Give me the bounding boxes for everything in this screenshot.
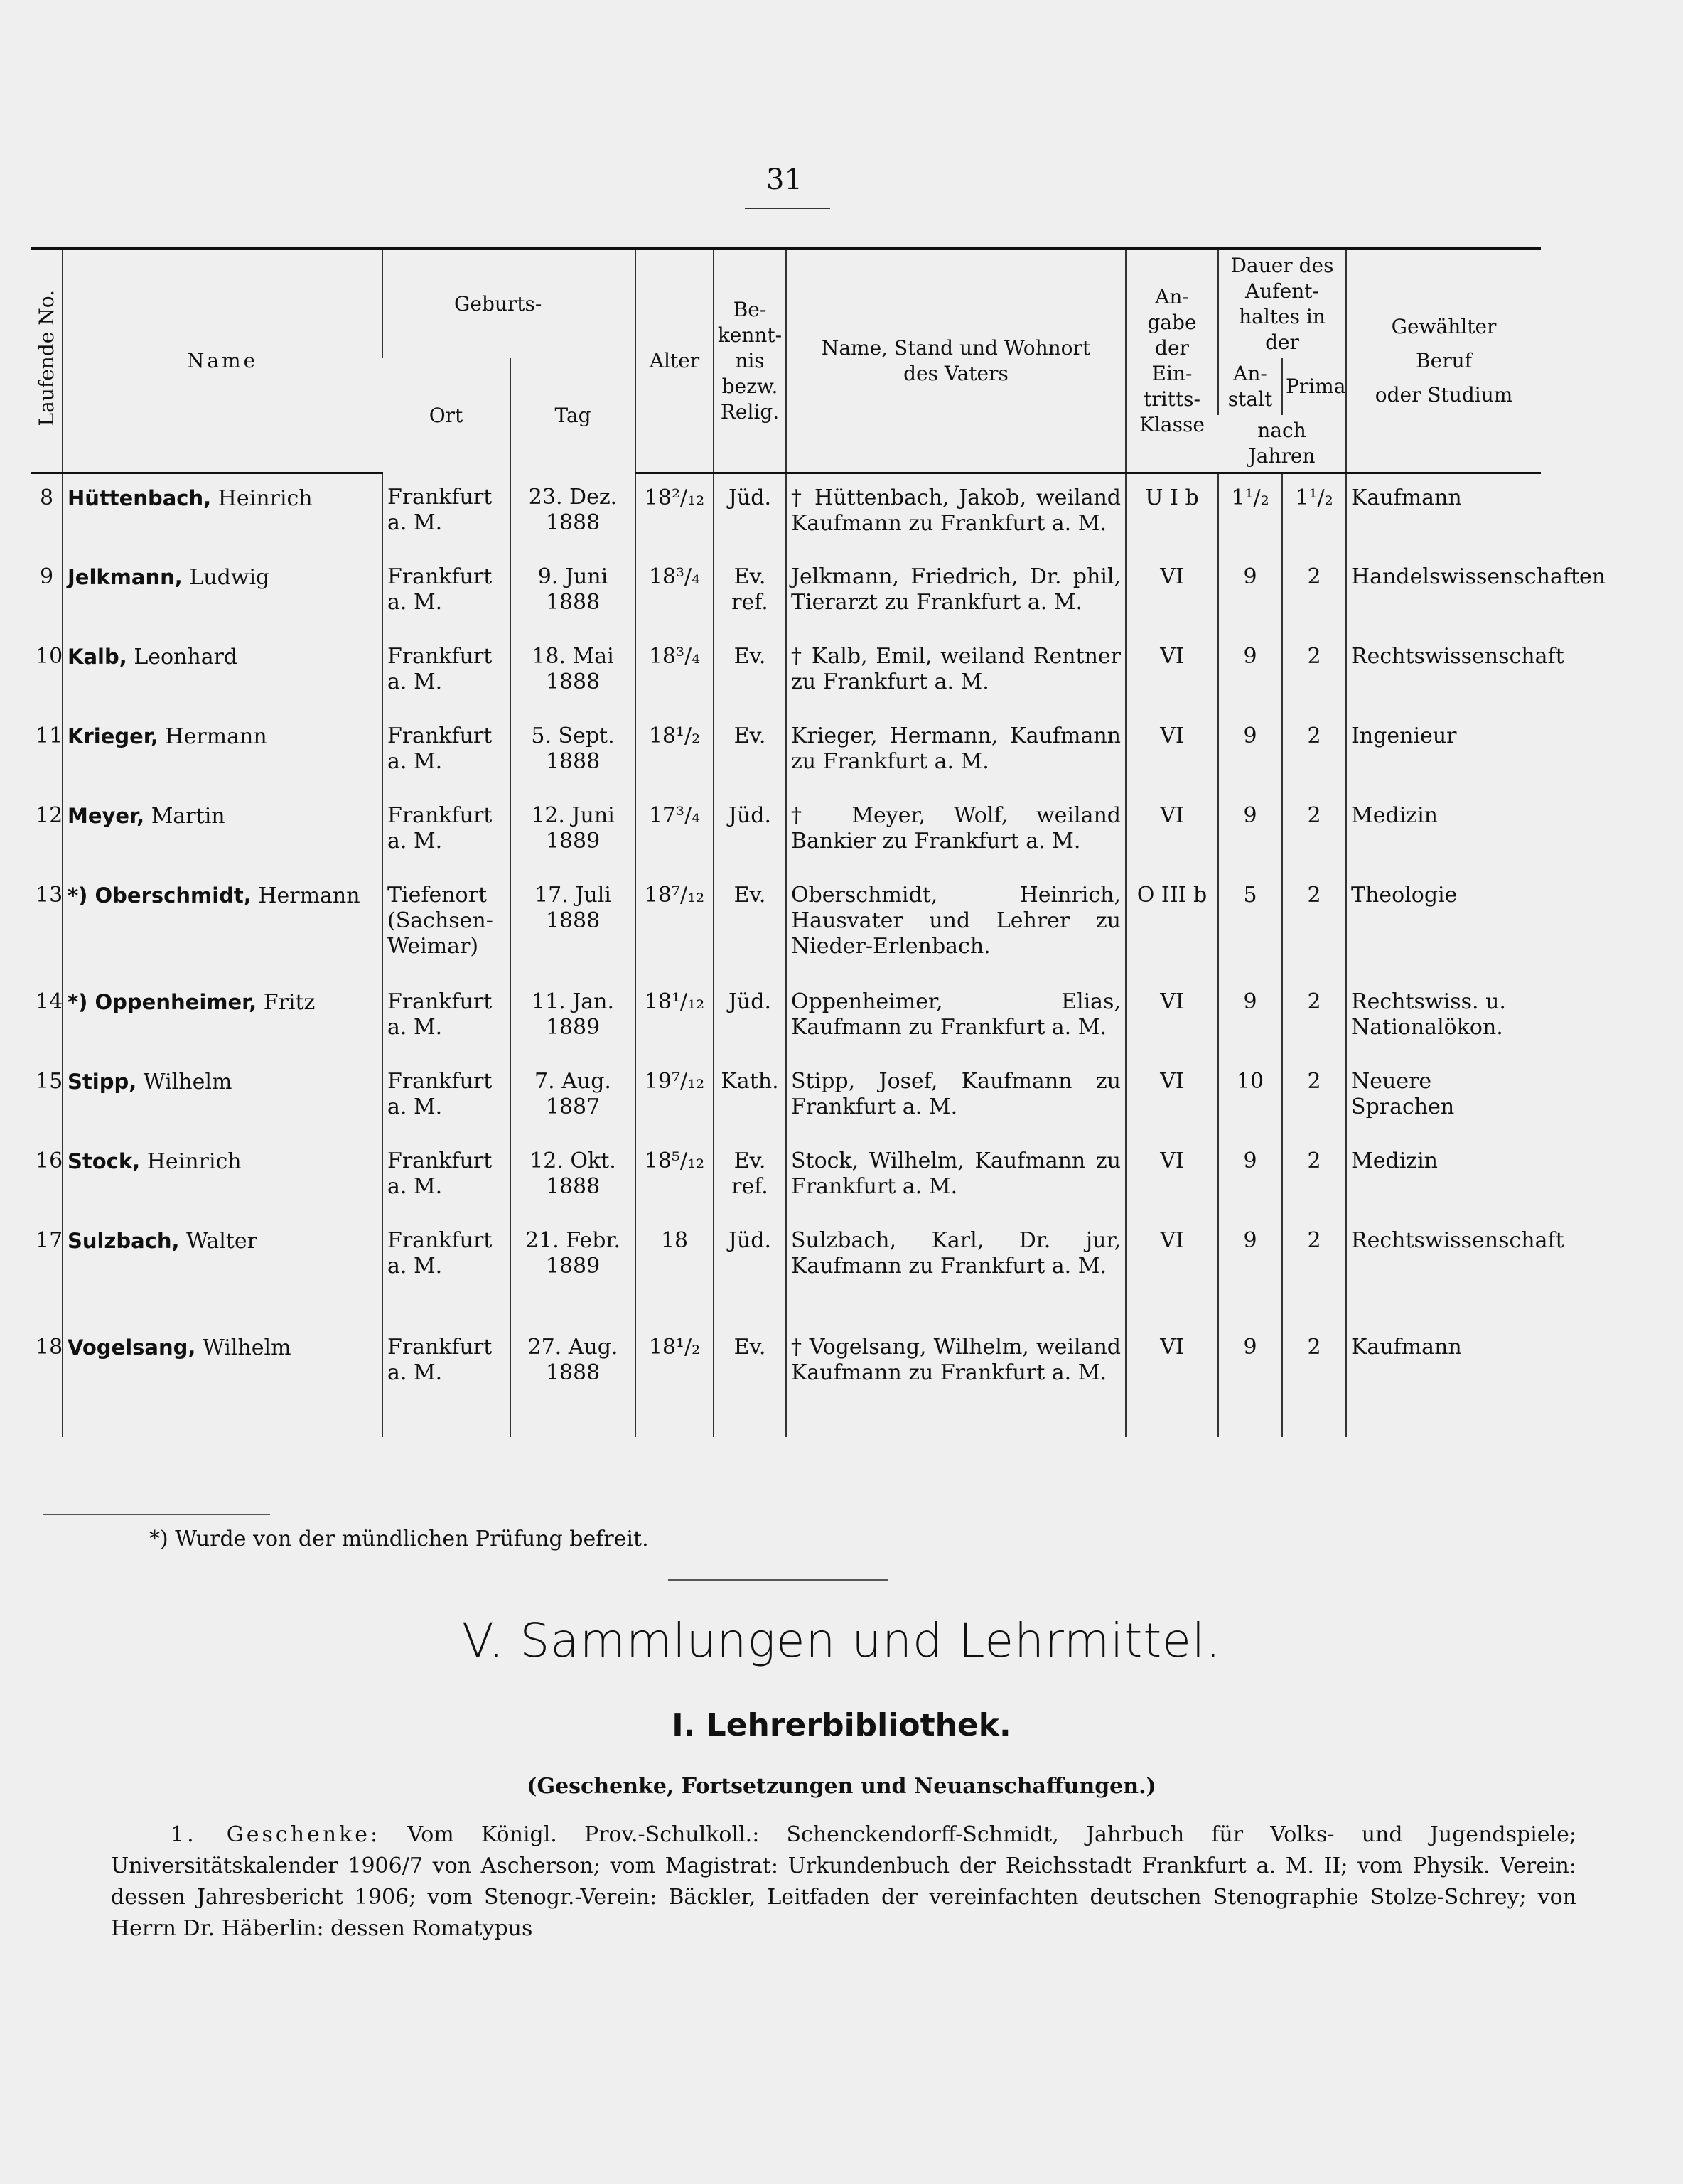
birth-date: 12. Okt. 1888 — [510, 1137, 635, 1217]
chosen-career: Rechtswiss. u. Nationalökon. — [1346, 978, 1541, 1058]
years-prima: 2 — [1282, 1058, 1346, 1137]
years-school: 9 — [1218, 978, 1282, 1058]
student-name: Stock, Heinrich — [63, 1137, 382, 1217]
body-text: Vom Königl. Prov.-Schulkoll.: Schenckendorff-Schmidt, Jahrbuch für Volks- und Jugendspiele; Universitätskalender 1906/7 von Ascherson; vom Magistrat: Urkundenbuch der Reichsstadt Frankfurt a. M. II; vom Physik. Verein: dessen Jahresbericht 1906; vom Stenogr.-Verein: Bäckler, Leitfaden der vereinfachten deutschen Stenographie Stolze-Schrey; von Herrn Dr. Häberlin: dessen Romatypus — [111, 1822, 1576, 1941]
entry-class: VI — [1126, 1217, 1218, 1323]
birth-date: 7. Aug. 1887 — [510, 1058, 635, 1137]
body-paragraph — [111, 1819, 1576, 1944]
table-row — [31, 792, 1541, 871]
section-title: V. Sammlungen und Lehrmittel. — [461, 1613, 1222, 1668]
entry-class: O III b — [1126, 871, 1218, 978]
footnote: *) Wurde von der mündlichen Prüfung befreit. — [149, 1527, 649, 1551]
birth-place: Tiefenort (Sachsen- Weimar) — [382, 871, 510, 978]
years-prima: 2 — [1282, 633, 1346, 712]
years-school: 9 — [1218, 1323, 1282, 1437]
chosen-career: Medizin — [1346, 1137, 1541, 1217]
header-klasse: An- gabe der Ein- tritts- Klasse — [1126, 249, 1218, 473]
page-number-rule — [745, 208, 830, 209]
table-row — [31, 553, 1541, 633]
table-row — [31, 871, 1541, 978]
header-ort: Ort — [429, 403, 463, 427]
student-name: *) Oppenheimer, Fritz — [63, 978, 382, 1058]
years-school: 9 — [1218, 633, 1282, 712]
header-anstalt: An- stalt — [1218, 358, 1282, 415]
years-school: 5 — [1218, 871, 1282, 978]
chosen-career: Kaufmann — [1346, 1323, 1541, 1437]
header-dauer: Dauer des Aufent- haltes in der — [1218, 249, 1346, 358]
table-row — [31, 1058, 1541, 1137]
years-school: 9 — [1218, 1217, 1282, 1323]
birth-date: 9. Juni 1888 — [510, 553, 635, 633]
age: 18¹/₂ — [635, 1323, 714, 1437]
student-name: Krieger, Hermann — [63, 712, 382, 792]
years-prima: 2 — [1282, 1323, 1346, 1437]
father-info: Jelkmann, Friedrich, Dr. phil, Tierarzt zu Frankfurt a. M. — [786, 553, 1126, 633]
birth-date: 11. Jan. 1889 — [510, 978, 635, 1058]
age: 18⁷/₁₂ — [635, 871, 714, 978]
religion: Ev. ref. — [714, 1137, 786, 1217]
table-row — [31, 1323, 1541, 1437]
row-number: 16 — [36, 1148, 63, 1173]
years-school: 9 — [1218, 1137, 1282, 1217]
table-row — [31, 1137, 1541, 1217]
row-number: 15 — [36, 1068, 63, 1094]
header-name: Name — [63, 249, 382, 473]
student-name: Hüttenbach, Heinrich — [63, 473, 382, 553]
body-lead: 1. Geschenke: — [171, 1822, 381, 1847]
footnote-rule — [43, 1514, 270, 1515]
birth-date: 17. Juli 1888 — [510, 871, 635, 978]
entry-class: VI — [1126, 792, 1218, 871]
birth-date: 27. Aug. 1888 — [510, 1323, 635, 1437]
birth-date: 18. Mai 1888 — [510, 633, 635, 712]
section-rule — [668, 1579, 888, 1581]
birth-date: 12. Juni 1889 — [510, 792, 635, 871]
birth-place: Frankfurt a. M. — [382, 1323, 510, 1437]
chosen-career: Handelswissenschaften — [1346, 553, 1541, 633]
years-prima: 2 — [1282, 792, 1346, 871]
birth-place: Frankfurt a. M. — [382, 473, 510, 553]
religion: Ev. — [714, 1323, 786, 1437]
father-info: † Kalb, Emil, weiland Rentner zu Frankfurt a. M. — [786, 633, 1126, 712]
years-school: 10 — [1218, 1058, 1282, 1137]
entry-class: VI — [1126, 1058, 1218, 1137]
table-row — [31, 1217, 1541, 1323]
birth-date: 21. Febr. 1889 — [510, 1217, 635, 1323]
entry-class: U I b — [1126, 473, 1218, 553]
student-name: Jelkmann, Ludwig — [63, 553, 382, 633]
table-row — [31, 633, 1541, 712]
religion: Ev. ref. — [714, 553, 786, 633]
years-prima: 2 — [1282, 553, 1346, 633]
religion: Ev. — [714, 633, 786, 712]
row-number: 18 — [36, 1334, 63, 1360]
years-prima: 2 — [1282, 712, 1346, 792]
row-number: 9 — [39, 564, 54, 589]
page-number: 31 — [766, 163, 802, 196]
chosen-career: Ingenieur — [1346, 712, 1541, 792]
father-info: † Meyer, Wolf, weiland Bankier zu Frankfurt a. M. — [786, 792, 1126, 871]
birth-place: Frankfurt a. M. — [382, 553, 510, 633]
student-name: Vogelsang, Wilhelm — [63, 1323, 382, 1437]
birth-place: Frankfurt a. M. — [382, 633, 510, 712]
row-number: 13 — [36, 882, 63, 908]
years-school: 9 — [1218, 712, 1282, 792]
chosen-career: Rechtswissenschaft — [1346, 1217, 1541, 1323]
religion: Ev. — [714, 871, 786, 978]
chosen-career: Kaufmann — [1346, 473, 1541, 553]
age: 18³/₄ — [635, 633, 714, 712]
religion: Jüd. — [714, 792, 786, 871]
entry-class: VI — [1126, 1137, 1218, 1217]
religion: Kath. — [714, 1058, 786, 1137]
entry-class: VI — [1126, 978, 1218, 1058]
birth-place: Frankfurt a. M. — [382, 1058, 510, 1137]
birth-place: Frankfurt a. M. — [382, 978, 510, 1058]
table-row — [31, 978, 1541, 1058]
birth-place: Frankfurt a. M. — [382, 792, 510, 871]
years-school: 9 — [1218, 792, 1282, 871]
father-info: Oberschmidt, Heinrich, Hausvater und Lehrer zu Nieder-Erlenbach. — [786, 871, 1126, 978]
father-info: Stock, Wilhelm, Kaufmann zu Frankfurt a. M. — [786, 1137, 1126, 1217]
religion: Jüd. — [714, 473, 786, 553]
student-name: *) Oberschmidt, Hermann — [63, 871, 382, 978]
header-beruf: Gewählter Beruf oder Studium — [1346, 249, 1541, 473]
entry-class: VI — [1126, 712, 1218, 792]
entry-class: VI — [1126, 553, 1218, 633]
graduates-table — [31, 247, 1606, 1437]
years-prima: 2 — [1282, 1137, 1346, 1217]
row-number: 14 — [36, 989, 63, 1014]
father-info: † Vogelsang, Wilhelm, weiland Kaufmann zu Frankfurt a. M. — [786, 1323, 1126, 1437]
table-header — [31, 249, 1541, 473]
header-laufende-no: Laufende No. — [31, 249, 63, 473]
header-tag: Tag — [510, 358, 635, 473]
header-prima: Prima — [1282, 358, 1346, 415]
student-name: Sulzbach, Walter — [63, 1217, 382, 1323]
row-number: 11 — [36, 723, 63, 748]
chosen-career: Theologie — [1346, 871, 1541, 978]
chosen-career: Rechtswissenschaft — [1346, 633, 1541, 712]
header-geburts: Geburts- — [382, 249, 635, 358]
birth-date: 23. Dez. 1888 — [510, 473, 635, 553]
row-number: 17 — [36, 1227, 63, 1253]
religion: Jüd. — [714, 1217, 786, 1323]
header-alter: Alter — [635, 249, 714, 473]
chosen-career: Medizin — [1346, 792, 1541, 871]
father-info: Oppenheimer, Elias, Kaufmann zu Frankfurt a. M. — [786, 978, 1126, 1058]
row-number: 12 — [36, 802, 63, 828]
birth-place: Frankfurt a. M. — [382, 712, 510, 792]
years-school: 1¹/₂ — [1218, 473, 1282, 553]
religion: Ev. — [714, 712, 786, 792]
row-number: 10 — [36, 643, 63, 669]
years-prima: 2 — [1282, 978, 1346, 1058]
table-row — [31, 712, 1541, 792]
student-name: Kalb, Leonhard — [63, 633, 382, 712]
father-info: Sulzbach, Karl, Dr. jur, Kaufmann zu Frankfurt a. M. — [786, 1217, 1126, 1323]
header-nach-jahren: nach Jahren — [1218, 415, 1346, 473]
age: 18 — [635, 1217, 714, 1323]
years-prima: 2 — [1282, 1217, 1346, 1323]
years-prima: 2 — [1282, 871, 1346, 978]
birth-place: Frankfurt a. M. — [382, 1137, 510, 1217]
header-bekenntnis: Be- kennt- nis bezw. Relig. — [714, 249, 786, 473]
age: 17³/₄ — [635, 792, 714, 871]
subsection-title: I. Lehrerbibliothek. — [672, 1707, 1011, 1743]
age: 19⁷/₁₂ — [635, 1058, 714, 1137]
age: 18¹/₁₂ — [635, 978, 714, 1058]
father-info: Krieger, Hermann, Kaufmann zu Frankfurt a. M. — [786, 712, 1126, 792]
table-row — [31, 473, 1541, 553]
years-prima: 1¹/₂ — [1282, 473, 1346, 553]
age: 18²/₁₂ — [635, 473, 714, 553]
header-vater: Name, Stand und Wohnort des Vaters — [786, 249, 1126, 473]
chosen-career: Neuere Sprachen — [1346, 1058, 1541, 1137]
row-number: 8 — [39, 485, 54, 510]
paren-title: (Geschenke, Fortsetzungen und Neuanschaffungen.) — [527, 1774, 1156, 1799]
age: 18¹/₂ — [635, 712, 714, 792]
birth-place: Frankfurt a. M. — [382, 1217, 510, 1323]
age: 18⁵/₁₂ — [635, 1137, 714, 1217]
entry-class: VI — [1126, 633, 1218, 712]
entry-class: VI — [1126, 1323, 1218, 1437]
father-info: † Hüttenbach, Jakob, weiland Kaufmann zu Frankfurt a. M. — [786, 473, 1126, 553]
father-info: Stipp, Josef, Kaufmann zu Frankfurt a. M. — [786, 1058, 1126, 1137]
student-name: Stipp, Wilhelm — [63, 1058, 382, 1137]
birth-date: 5. Sept. 1888 — [510, 712, 635, 792]
student-name: Meyer, Martin — [63, 792, 382, 871]
years-school: 9 — [1218, 553, 1282, 633]
age: 18³/₄ — [635, 553, 714, 633]
religion: Jüd. — [714, 978, 786, 1058]
